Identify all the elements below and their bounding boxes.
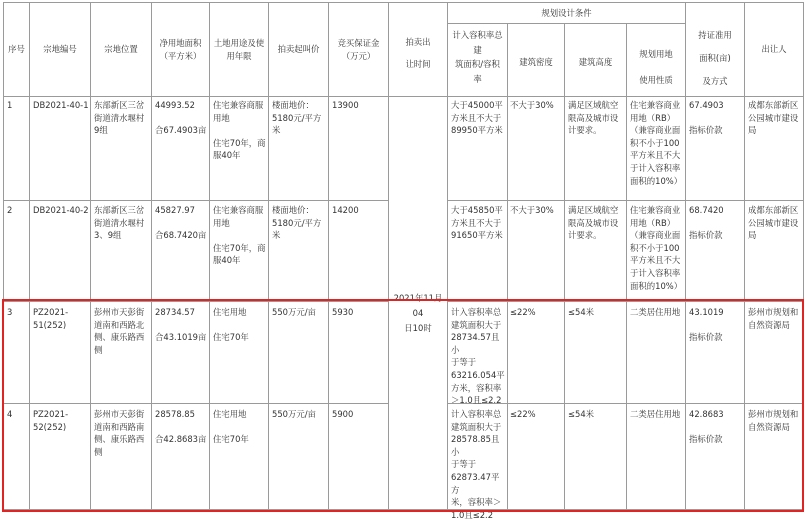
cell-deposit: 5930 xyxy=(332,307,354,317)
cell-use-term: 住宅用地 住宅70年 xyxy=(213,307,249,343)
grid-hline xyxy=(3,2,804,3)
cell-use-nature: 住宅兼容商业 用地（RB） （兼容商业面 积不小于100 平方米且不大 于计入容积率 面积的10%） xyxy=(630,205,683,291)
cell-seq: 3 xyxy=(7,307,13,317)
cell-far-area: 大于45850平 方米且不大于 91650平方米 xyxy=(451,205,503,241)
grid-hline xyxy=(3,200,389,201)
cell-deposit: 13900 xyxy=(332,100,359,110)
cell-parcel-no: PZ2021- 52(252) xyxy=(33,409,69,432)
grid-hline xyxy=(3,96,804,97)
cell-height: 满足区域航空 限高及城市设 计要求。 xyxy=(568,100,619,136)
cell-use-term: 住宅兼容商服 用地 住宅70年，商 服40年 xyxy=(213,205,266,266)
cell-location: 彭州市天彭街 道南和西路北 侧、康乐路西 侧 xyxy=(94,307,145,355)
cell-location: 彭州市天彭街 道南和西路南 侧、康乐路西 侧 xyxy=(94,409,145,457)
cell-start-price: 550万元/亩 xyxy=(272,307,316,317)
header-transferor: 出让人 xyxy=(761,44,787,54)
cell-location: 东部新区三岔 街道清水堰村 3、9组 xyxy=(94,205,145,241)
cell-far-area: 大于45000平 方米且不大于 89950平方米 xyxy=(451,100,503,136)
cell-use-nature: 二类居住用地 xyxy=(630,409,681,419)
cell-density: 不大于30% xyxy=(510,205,554,215)
cell-density: 不大于30% xyxy=(510,100,554,110)
cell-seq: 1 xyxy=(7,100,13,110)
cell-transferor: 彭州市规划和 自然资源局 xyxy=(748,409,799,432)
cell-transferor: 成都东部新区 公园城市建设 局 xyxy=(748,205,799,241)
grid-hline xyxy=(447,200,804,201)
header-density: 建筑密度 xyxy=(519,57,553,67)
auction-time-value: 2021年11月04 日10时 xyxy=(393,293,443,333)
header-deposit: 竞买保证金 （万元） xyxy=(337,38,380,61)
cell-parcel-no: DB2021-40-2 xyxy=(33,205,89,215)
cell-far-area: 计入容积率总 建筑面积大于 28578.85且小 于等于 62873.47平方 米，容积率＞ 1.0且≤2.2 xyxy=(451,409,502,520)
cell-cert-area: 43.1019 指标价款 xyxy=(689,307,724,343)
header-height: 建筑高度 xyxy=(578,57,613,67)
cell-area: 45827.97 合68.7420亩 xyxy=(155,205,207,241)
cell-area: 28734.57 合43.1019亩 xyxy=(155,307,207,343)
cell-deposit: 5900 xyxy=(332,409,354,419)
header-use-term: 土地用途及使 用年限 xyxy=(213,38,265,61)
cell-area: 28578.85 合42.8683亩 xyxy=(155,409,207,445)
cell-density: ≤22% xyxy=(510,307,536,317)
header-auction-time: 拍卖出 让时间 xyxy=(405,37,431,69)
cell-use-term: 住宅用地 住宅70年 xyxy=(213,409,249,445)
cell-cert-area: 67.4903 指标价款 xyxy=(689,100,724,136)
cell-area: 44993.52 合67.4903亩 xyxy=(155,100,207,136)
highlight-box xyxy=(2,299,804,512)
cell-seq: 4 xyxy=(7,409,13,419)
header-far-area: 计入容积率总 建 筑面积/容积 率 xyxy=(452,30,503,84)
cell-seq: 2 xyxy=(7,205,13,215)
cell-use-nature: 二类居住用地 xyxy=(630,307,681,317)
cell-transferor: 彭州市规划和 自然资源局 xyxy=(748,307,799,330)
cell-height: ≤54米 xyxy=(568,307,595,317)
header-start-price: 拍卖起叫价 xyxy=(277,44,320,54)
cell-height: 满足区域航空 限高及城市设 计要求。 xyxy=(568,205,619,241)
header-seq: 序号 xyxy=(8,44,25,54)
header-area: 净用地面积 （平方米） xyxy=(159,38,202,61)
cell-cert-area: 68.7420 指标价款 xyxy=(689,205,724,241)
cell-location: 东部新区三岔 街道清水堰村 9组 xyxy=(94,100,145,136)
cell-use-nature: 住宅兼容商业 用地（RB） （兼容商业面 积不小于100 平方米且不大 于计入容积率 面积的10%） xyxy=(630,100,683,186)
cell-cert-area: 42.8683 指标价款 xyxy=(689,409,724,445)
header-parcel-no: 宗地编号 xyxy=(43,44,77,54)
cell-height: ≤54米 xyxy=(568,409,595,419)
cell-parcel-no: PZ2021- 51(252) xyxy=(33,307,69,330)
cell-parcel-no: DB2021-40-1 xyxy=(33,100,89,110)
header-planning-group: 规划设计条件 xyxy=(541,8,592,18)
cell-far-area: 计入容积率总 建筑面积大于 28734.57且小 于等于 63216.054平 方米，容积率 ＞1.0且≤2.2 xyxy=(451,307,505,406)
cell-start-price: 550万元/亩 xyxy=(272,409,316,419)
cell-deposit: 14200 xyxy=(332,205,359,215)
header-use-nature: 规划用地 使用性质 xyxy=(639,49,673,85)
cell-start-price: 楼面地价： 5180元/平方 米 xyxy=(272,205,322,241)
header-cert-area: 持证准用 面积(亩) 及方式 xyxy=(698,30,732,86)
cell-use-term: 住宅兼容商服 用地 住宅70年，商 服40年 xyxy=(213,100,266,161)
grid-hline xyxy=(447,23,685,24)
header-location: 宗地位置 xyxy=(104,44,138,54)
cell-transferor: 成都东部新区 公园城市建设 局 xyxy=(748,100,799,136)
cell-start-price: 楼面地价： 5180元/平方 米 xyxy=(272,100,322,136)
cell-density: ≤22% xyxy=(510,409,536,419)
